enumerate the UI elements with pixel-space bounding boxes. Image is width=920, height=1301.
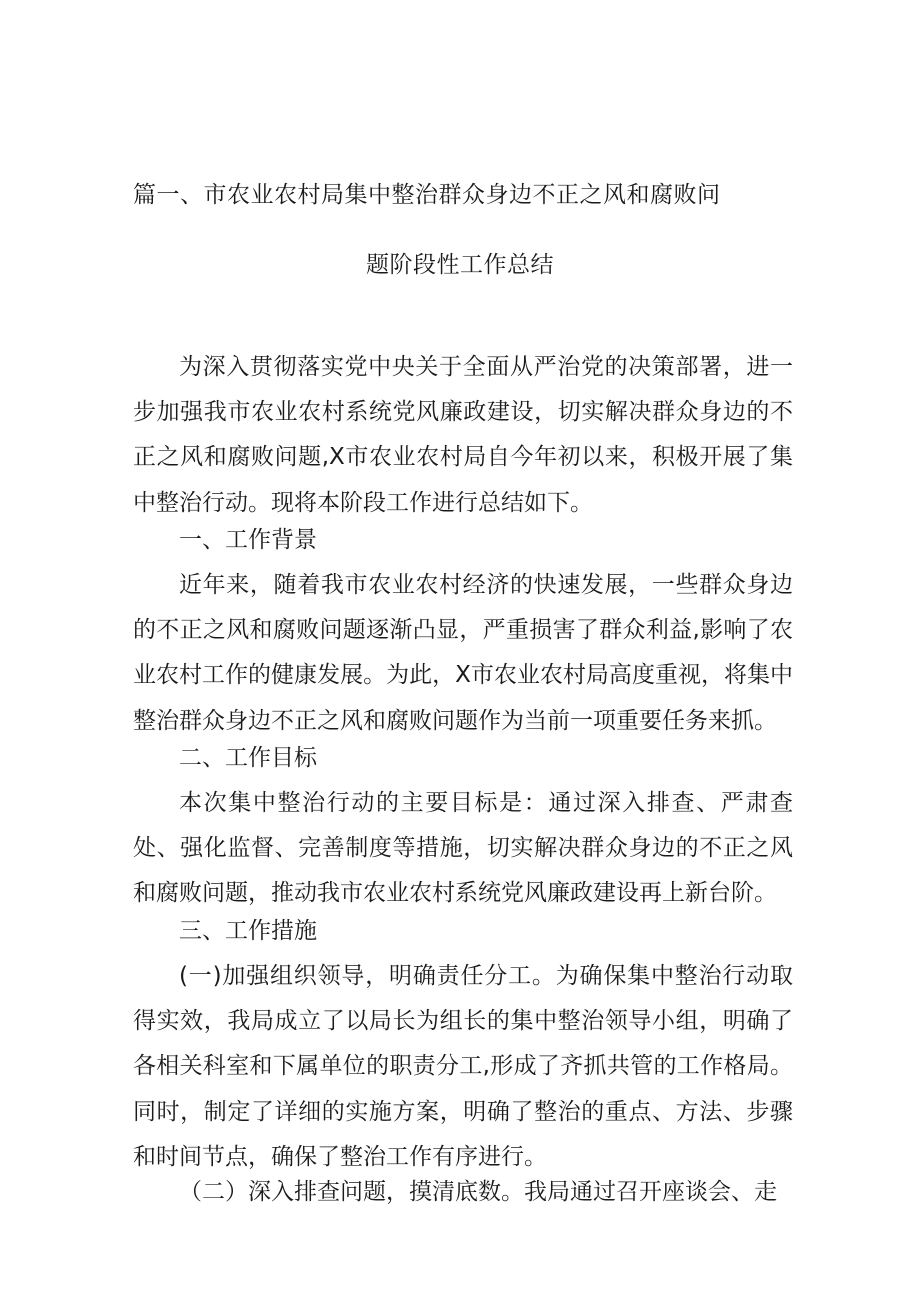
- intro-paragraph: 为深入贯彻落实党中央关于全面从严治党的决策部署，进一步加强我市农业农村系统党风廉政建设，切实解决群众身边的不正之风和腐败问题,X市农业农村局自今年初以来，积极开展了集中整治行动。现将本阶段工作进行总结如下。: [133, 354, 793, 516]
- measure-item-1: (一)加强组织领导，明确责任分工。为确保集中整治行动取得实效，我局成立了以局长为组长的集中整治领导小组，明确了各相关科室和下属单位的职责分工,形成了齐抓共管的工作格局。同时，制定了详细的实施方案，明确了整治的重点、方法、步骤和时间节点，确保了整治工作有序进行。: [133, 963, 793, 1170]
- section-heading-background: 一、工作背景: [179, 527, 317, 553]
- document-title-line-2: 题阶段性工作总结: [366, 252, 554, 278]
- section-heading-measures: 三、工作措施: [179, 918, 317, 944]
- section-body-goals: 本次集中整治行动的主要目标是：通过深入排查、严肃查处、强化监督、完善制度等措施，切实解决群众身边的不正之风和腐败问题，推动我市农业农村系统党风廉政建设再上新台阶。: [133, 790, 793, 907]
- document-title-line-1: 篇一、市农业农村局集中整治群众身边不正之风和腐败问: [133, 182, 721, 208]
- measure-item-2: （二）深入排查问题，摸清底数。我局通过召开座谈会、走: [179, 1179, 777, 1205]
- section-heading-goals: 二、工作目标: [179, 745, 317, 771]
- section-body-background: 近年来，随着我市农业农村经济的快速发展，一些群众身边的不正之风和腐败问题逐渐凸显，严重损害了群众利益,影响了农业农村工作的健康发展。为此，X市农业农村局高度重视，将集中整治群众身边不正之风和腐败问题作为当前一项重要任务来抓。: [133, 572, 793, 734]
